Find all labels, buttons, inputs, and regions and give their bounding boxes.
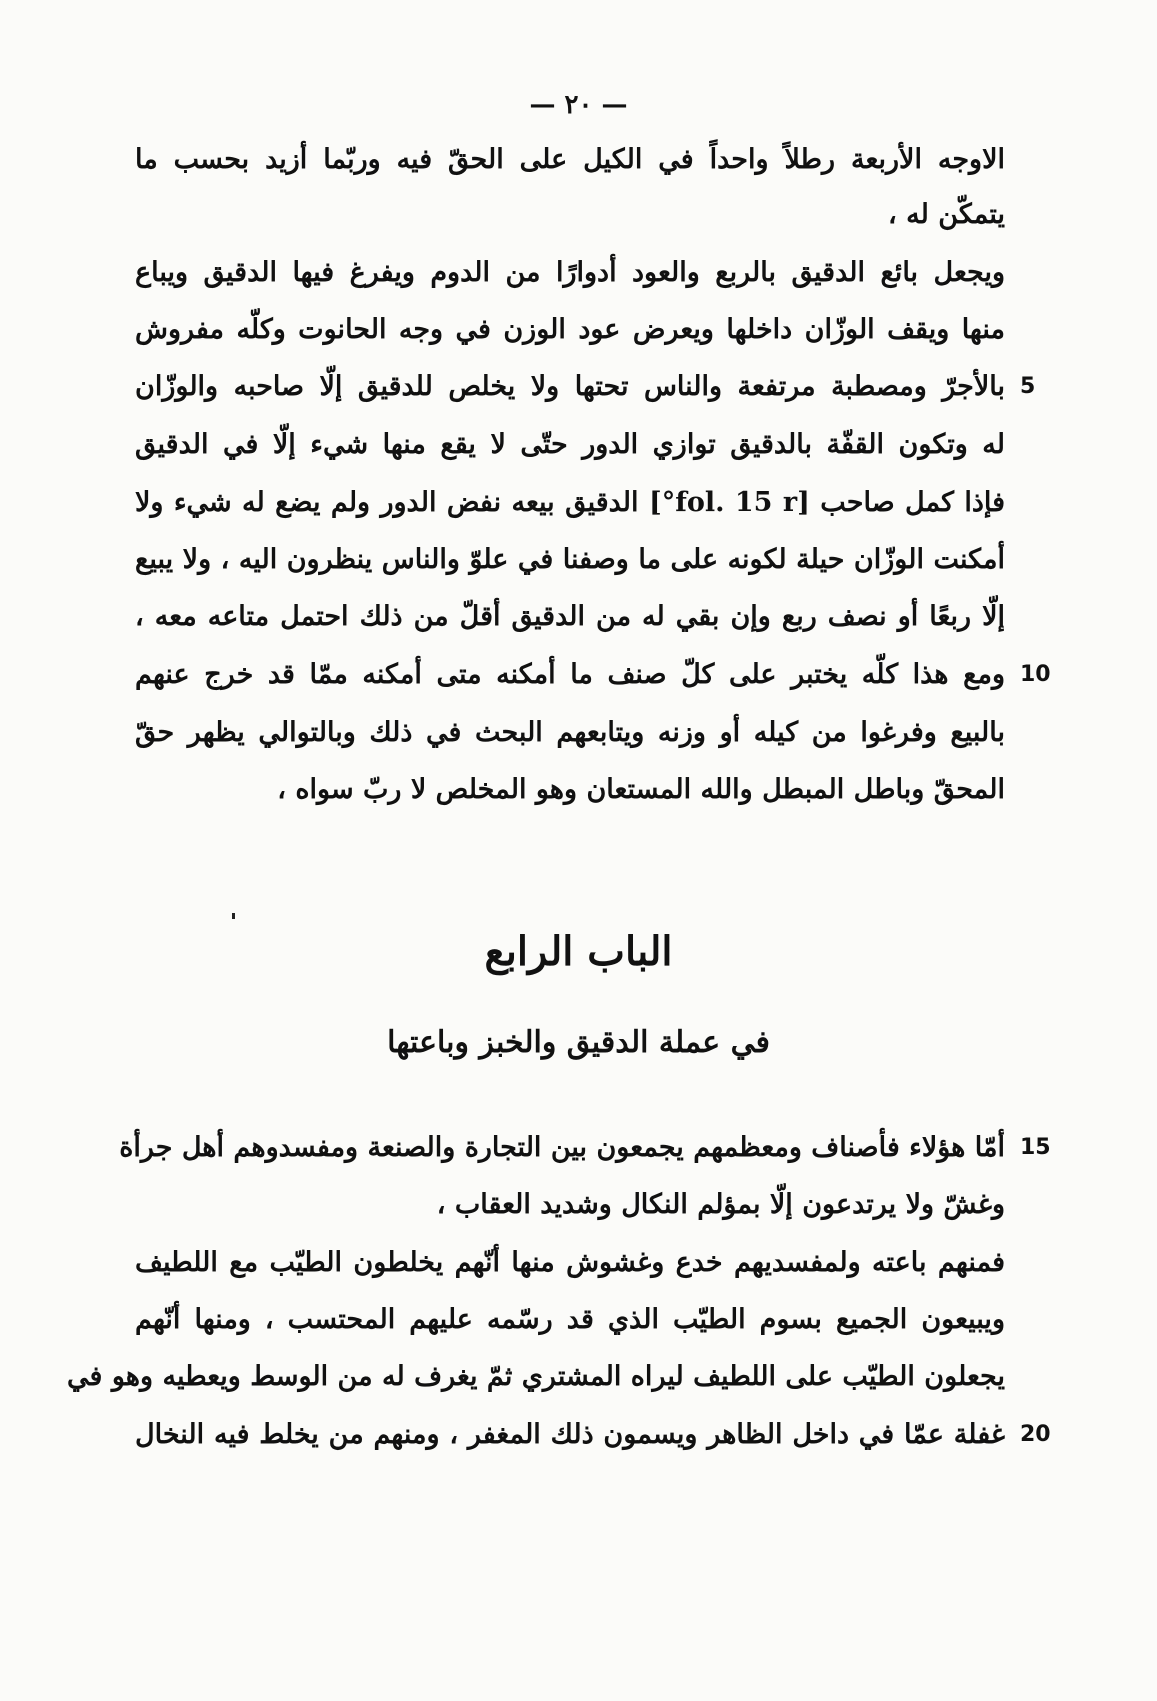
text-line: منها ويقف الوزّان داخلها ويعرض عود الوزن في وجه الحانوت وكلّه مفروش	[135, 314, 1005, 345]
text-line: له وتكون القفّة بالدقيق توازي الدور حتّى لا يقع منها شيء إلّا في الدقيق	[135, 429, 1005, 460]
text-line: بالبيع وفرغوا من كيله أو وزنه ويتابعهم البحث في ذلك وبالتوالي يظهر حقّ	[135, 717, 1005, 748]
text-line: أمكنت الوزّان حيلة لكونه على ما وصفنا في علوّ والناس ينظرون اليه ، ولا يبيع	[135, 544, 1005, 575]
page-number: — ٢٠ —	[529, 90, 628, 120]
text-line: غفلة عمّا في داخل الظاهر ويسمون ذلك المغفر ، ومنهم من يخلط فيه النخال	[135, 1419, 1005, 1450]
text-line: أمّا هؤلاء فأصناف ومعظمهم يجمعون بين التجارة والصنعة ومفسدوهم أهل جرأة	[119, 1132, 1005, 1163]
line-number: 5	[1020, 374, 1036, 399]
text-line: الاوجه الأربعة رطلاً واحداً في الكيل على الحقّ فيه وربّما أزيد بحسب ما	[135, 144, 1005, 175]
text-line: ويبيعون الجميع بسوم الطيّب الذي قد رسّمه عليهم المحتسب ، ومنها أنّهم	[135, 1304, 1005, 1335]
text-line: ومع هذا كلّه يختبر على كلّ صنف ما أمكنه متى أمكنه ممّا قد خرج عنهم	[135, 659, 1005, 690]
text-line: وغشّ ولا يرتدعون إلّا بمؤلم النكال وشديد العقاب ،	[436, 1189, 1005, 1220]
text-line: يتمكّن له ،	[888, 199, 1005, 230]
text-line: يجعلون الطيّب على اللطيف ليراه المشتري ثمّ يغرف له من الوسط ويعطيه وهو في	[67, 1361, 1005, 1392]
line-number: 15	[1020, 1135, 1051, 1160]
ink-speck	[232, 913, 235, 919]
text-line: فمنهم باعته ولمفسديهم خدع وغشوش منها أنّهم يخلطون الطيّب مع اللطيف	[135, 1247, 1005, 1278]
chapter-title: الباب الرابع	[484, 928, 673, 975]
text-line: فإذا كمل صاحب [fol. 15 r°] الدقيق بيعه نفض الدور ولم يضع له شيء ولا	[135, 487, 1005, 518]
text-line: بالأجرّ ومصطبة مرتفعة والناس تحتها ولا يخلص للدقيق إلّا صاحبه والوزّان	[135, 371, 1005, 402]
text-line: إلّا ربعًا أو نصف ربع وإن بقي له من الدقيق أقلّ من ذلك احتمل متاعه معه ،	[135, 601, 1005, 632]
line-number: 20	[1020, 1422, 1051, 1447]
line-number: 10	[1020, 662, 1051, 687]
text-line: ويجعل بائع الدقيق بالربع والعود أدوارًا من الدوم ويفرغ فيها الدقيق ويباع	[135, 257, 1005, 288]
text-line: المحقّ وباطل المبطل والله المستعان وهو المخلص لا ربّ سواه ،	[277, 774, 1005, 805]
chapter-subtitle: في عملة الدقيق والخبز وباعتها	[387, 1025, 770, 1060]
